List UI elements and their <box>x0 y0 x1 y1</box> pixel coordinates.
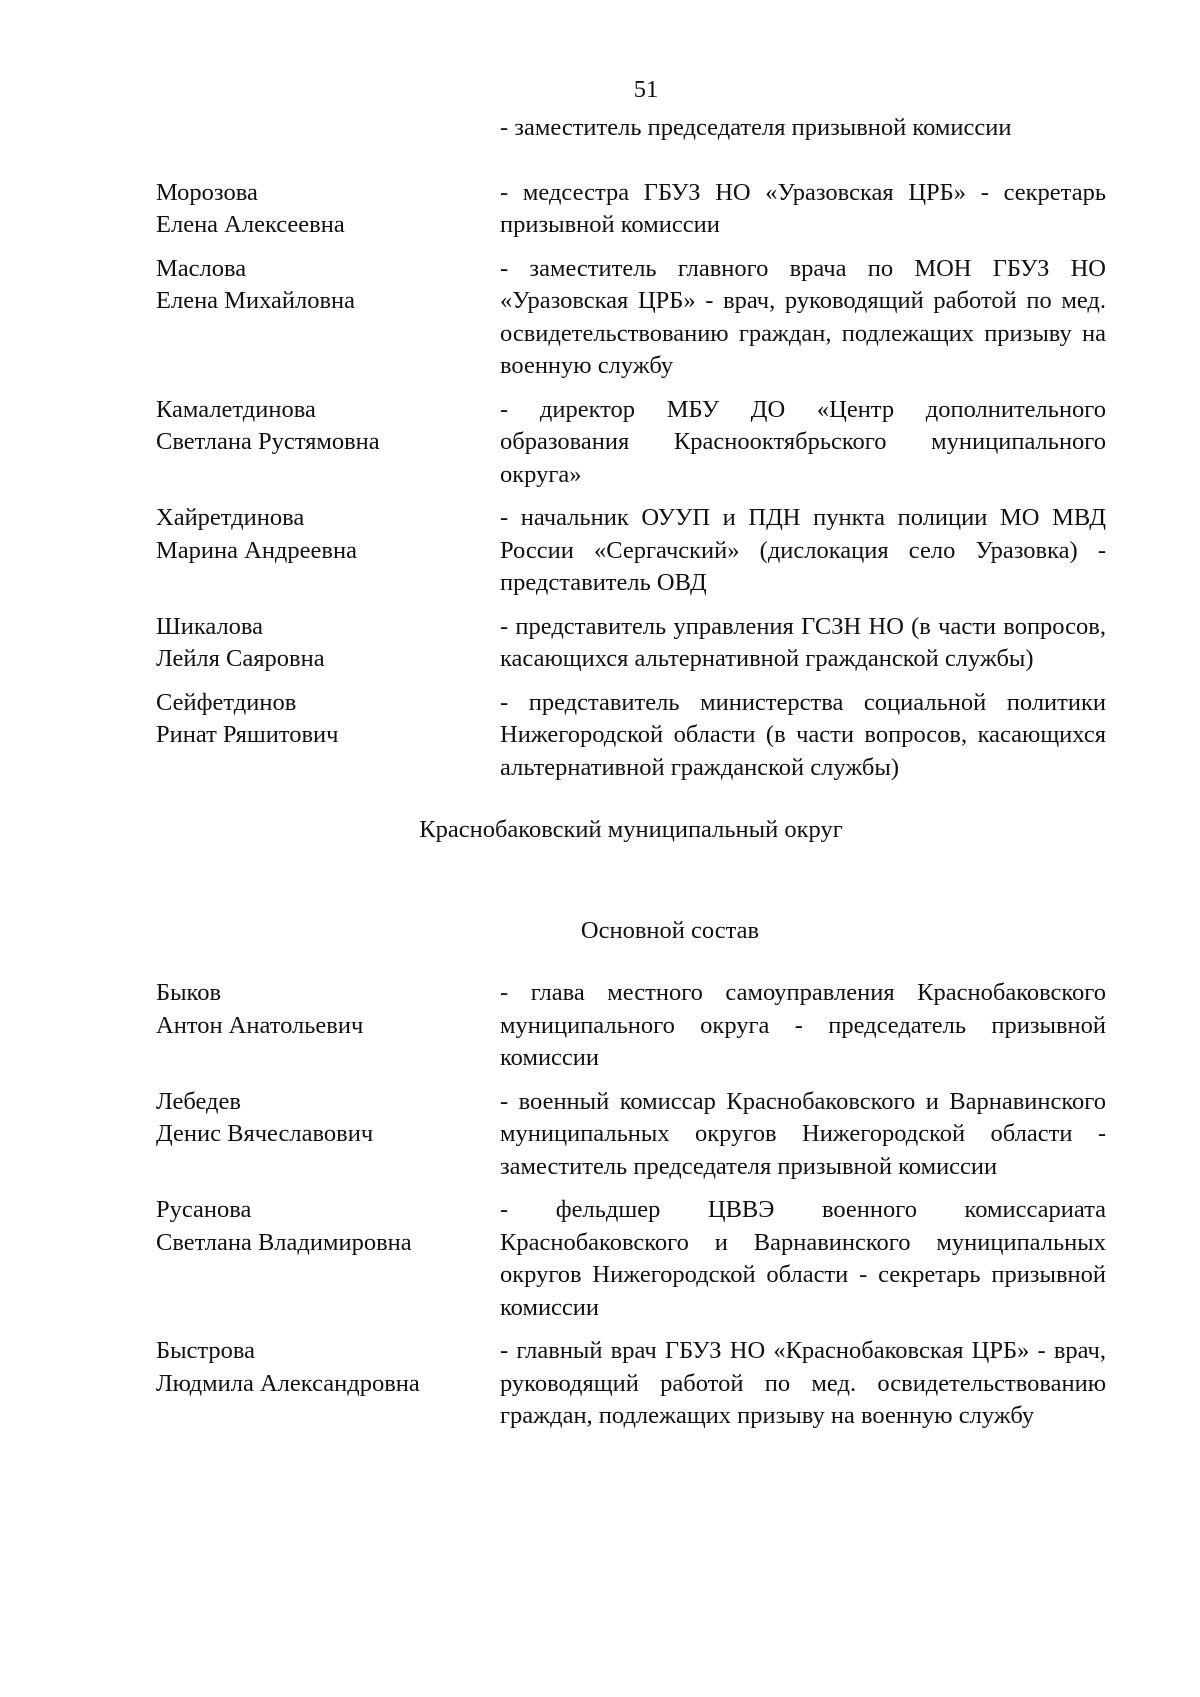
member-given-name: Елена Михайловна <box>156 287 356 314</box>
member-role-text: - главный врач ГБУЗ НО «Краснобаковская ЦРБ» - врач, руководящий работой по мед. освидетельствованию граждан, подлежащих призыву на военную службу <box>500 1337 1106 1429</box>
member-entry <box>156 177 1106 242</box>
member-name <box>156 1335 500 1400</box>
member-role-text: - медсестра ГБУЗ НО «Уразовская ЦРБ» - секретарь призывной комиссии <box>500 178 1106 238</box>
member-entry <box>156 1086 1106 1184</box>
member-entry <box>156 611 1106 676</box>
member-role <box>500 177 1106 242</box>
member-given-name: Денис Вячеславович <box>156 1120 374 1147</box>
member-surname: Шикалова <box>156 612 264 640</box>
member-role <box>500 1086 1106 1184</box>
member-role <box>500 1335 1106 1433</box>
member-name <box>156 1086 500 1151</box>
member-role-text: - представитель управления ГСЗН НО (в части вопросов, касающихся альтернативной гражданской службы) <box>500 612 1106 672</box>
member-surname: Морозова <box>156 178 258 206</box>
page-number <box>46 74 1200 107</box>
member-role-text: - заместитель главного врача по МОН ГБУЗ НО «Уразовская ЦРБ» - врач, руководящий работой по мед. освидетельствованию граждан, подлежащих призыву на военную службу <box>500 254 1106 379</box>
member-name <box>156 177 500 242</box>
member-given-name: Ринат Ряшитович <box>156 721 339 748</box>
member-given-name: Лейля Саяровна <box>156 645 325 672</box>
member-name <box>156 687 500 752</box>
member-role <box>500 611 1106 676</box>
member-entry <box>156 394 1106 492</box>
member-role <box>500 1194 1106 1324</box>
document-body <box>156 112 1106 1433</box>
member-entry <box>156 253 1106 383</box>
member-surname: Быстрова <box>156 1337 256 1364</box>
member-given-name: Людмила Александровна <box>156 1369 420 1397</box>
member-role-text: - начальник ОУУП и ПДН пункта полиции МО МВД России «Сергачский» (дислокация село Уразовка) - представитель ОВД <box>500 504 1106 596</box>
member-name <box>156 977 500 1042</box>
member-role-text: - военный комиссар Краснобаковского и Варнавинского муниципальных округов Нижегородской области - заместитель председателя призывной комиссии <box>500 1087 1106 1180</box>
member-surname: Хайретдинова <box>156 504 305 531</box>
member-entry <box>156 1194 1106 1324</box>
member-role-text: - представитель министерства социальной политики Нижегородской области (в части вопросов, касающихся альтернативной гражданской службы) <box>500 688 1106 781</box>
member-role <box>500 253 1106 383</box>
district-heading: Краснобаковский муниципальный округ <box>419 816 843 843</box>
member-role-text: - директор МБУ ДО «Центр дополнительного образования Краснооктябрьского муниципального округа» <box>500 395 1106 488</box>
member-given-name: Елена Алексеевна <box>156 211 345 238</box>
member-role-text: - фельдшер ЦВВЭ военного комиссариата Краснобаковского и Варнавинского муниципальных округов Нижегородской области - секретарь призывной комиссии <box>500 1196 1106 1321</box>
member-surname: Камалетдинова <box>156 395 316 423</box>
member-surname: Русанова <box>156 1196 252 1223</box>
composition-subheading: Основной состав <box>580 916 760 944</box>
member-name <box>156 1194 500 1259</box>
member-role <box>500 977 1106 1075</box>
member-given-name: Светлана Владимировна <box>156 1228 412 1256</box>
member-name <box>156 394 500 459</box>
member-entry <box>156 977 1106 1075</box>
member-surname: Маслова <box>156 254 247 282</box>
member-name <box>156 502 500 567</box>
member-name <box>156 253 500 318</box>
member-given-name: Светлана Рустямовна <box>156 428 380 455</box>
member-role-text: - глава местного самоуправления Краснобаковского муниципального округа - председатель призывной комиссии <box>500 979 1106 1071</box>
member-entry <box>156 687 1106 785</box>
member-surname: Лебедев <box>156 1087 241 1115</box>
continuation-line: - заместитель председателя призывной комиссии <box>500 114 1012 141</box>
member-entry <box>156 502 1106 600</box>
member-given-name: Антон Анатольевич <box>156 1011 364 1039</box>
page-number-text: 51 <box>633 76 659 103</box>
member-role <box>500 394 1106 492</box>
member-surname: Сейфетдинов <box>156 688 297 716</box>
member-entry <box>156 1335 1106 1433</box>
member-role <box>500 687 1106 785</box>
member-given-name: Марина Андреевна <box>156 536 357 564</box>
member-role <box>500 502 1106 600</box>
member-name <box>156 611 500 676</box>
member-surname: Быков <box>156 979 222 1006</box>
